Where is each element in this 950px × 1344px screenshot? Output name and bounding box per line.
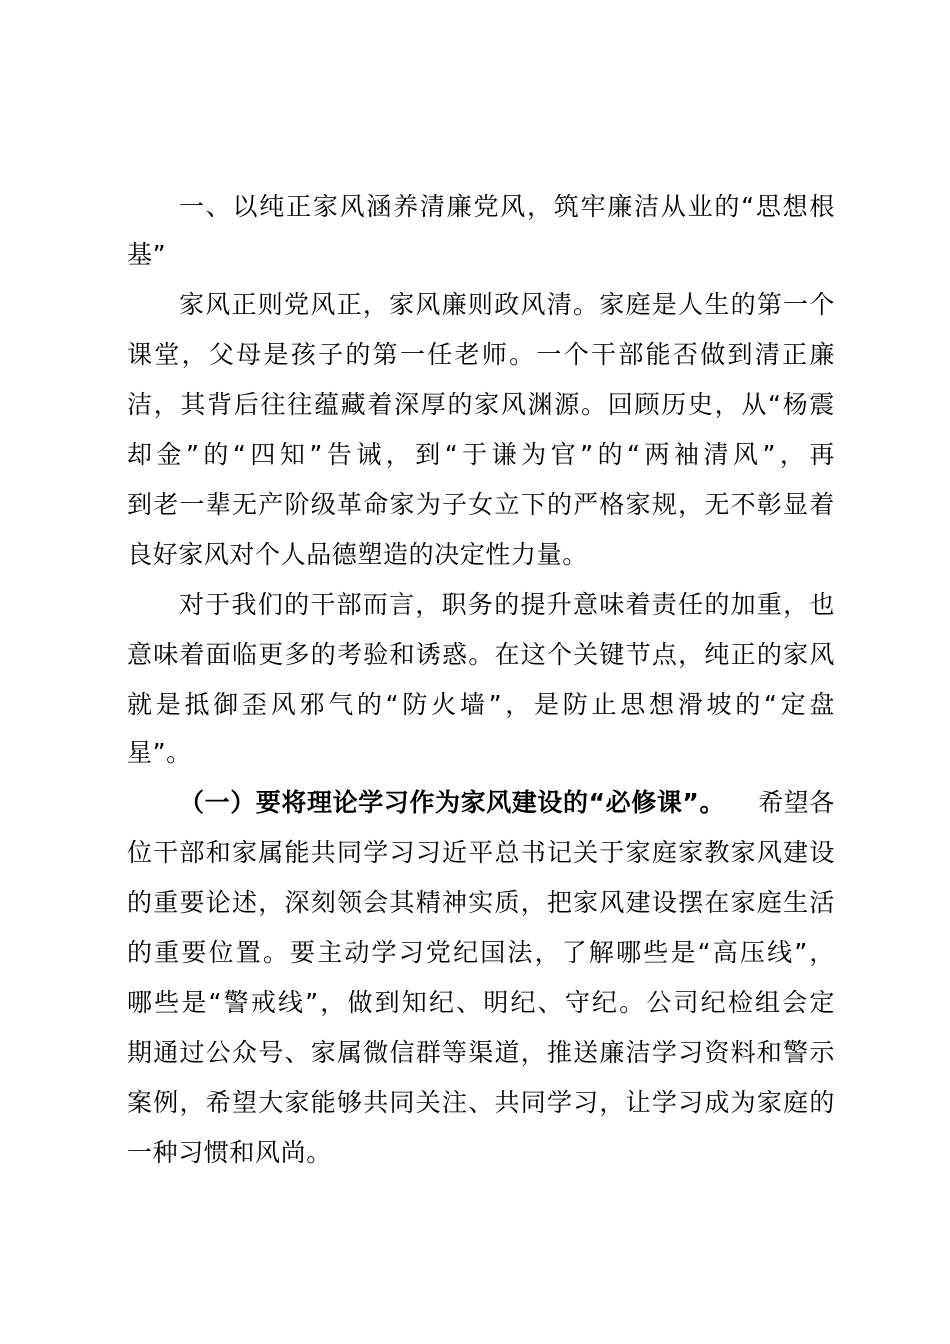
paragraph-1-line-1: 家风正则党风正，家风廉则政风清。家庭是人生的第一个: [179, 290, 835, 319]
paragraph-2-line-1: 对于我们的干部而言，职务的提升意味着责任的加重，也: [179, 590, 835, 619]
paragraph-3-line-3: 的重要论述，深刻领会其精神实质，把家风建设摆在家庭生活: [127, 888, 835, 917]
paragraph-3-line-8: 一种习惯和风尚。: [127, 1138, 332, 1167]
paragraph-3-line-2: 位干部和家属能共同学习习近平总书记关于家庭家教家风建设: [127, 838, 835, 867]
paragraph-3-line-7: 案例，希望大家能够共同关注、共同学习，让学习成为家庭的: [127, 1088, 835, 1117]
paragraph-3-line-4: 的重要位置。要主动学习党纪国法，了解哪些是“高压线”，: [127, 938, 835, 967]
subsection-heading: （一）要将理论学习作为家风建设的“必修课”。: [179, 788, 726, 817]
paragraph-2-line-4: 星”。: [127, 738, 192, 767]
paragraph-2-line-2: 意味着面临更多的考验和诱惑。在这个关键节点，纯正的家风: [127, 640, 835, 669]
paragraph-2-line-3: 就是抵御歪风邪气的“防火墙”，是防止思想滑坡的“定盘: [127, 690, 835, 719]
paragraph-1-line-4: 却金”的“四知”告诫，到“于谦为官”的“两袖清风”，再: [127, 440, 835, 469]
paragraph-1-line-3: 洁，其背后往往蕴藏着深厚的家风渊源。回顾历史，从“杨震: [127, 390, 835, 419]
paragraph-3-first-line-rest: 希望各: [758, 788, 835, 817]
section-heading-line-1: 一、以纯正家风涵养清廉党风，筑牢廉洁从业的“思想根: [179, 192, 835, 221]
paragraph-1-line-2: 课堂，父母是孩子的第一任老师。一个干部能否做到清正廉: [127, 340, 835, 369]
paragraph-3-line-1: [179, 778, 835, 828]
paragraph-1-line-5: 到老一辈无产阶级革命家为子女立下的严格家规，无不彰显着: [127, 490, 835, 519]
paragraph-1-line-6: 良好家风对个人品德塑造的决定性力量。: [127, 540, 588, 569]
section-heading-line-2: 基”: [127, 240, 167, 269]
paragraph-3-line-6: 期通过公众号、家属微信群等渠道，推送廉洁学习资料和警示: [127, 1038, 835, 1067]
paragraph-3-line-5: 哪些是“警戒线”，做到知纪、明纪、守纪。公司纪检组会定: [127, 988, 835, 1017]
